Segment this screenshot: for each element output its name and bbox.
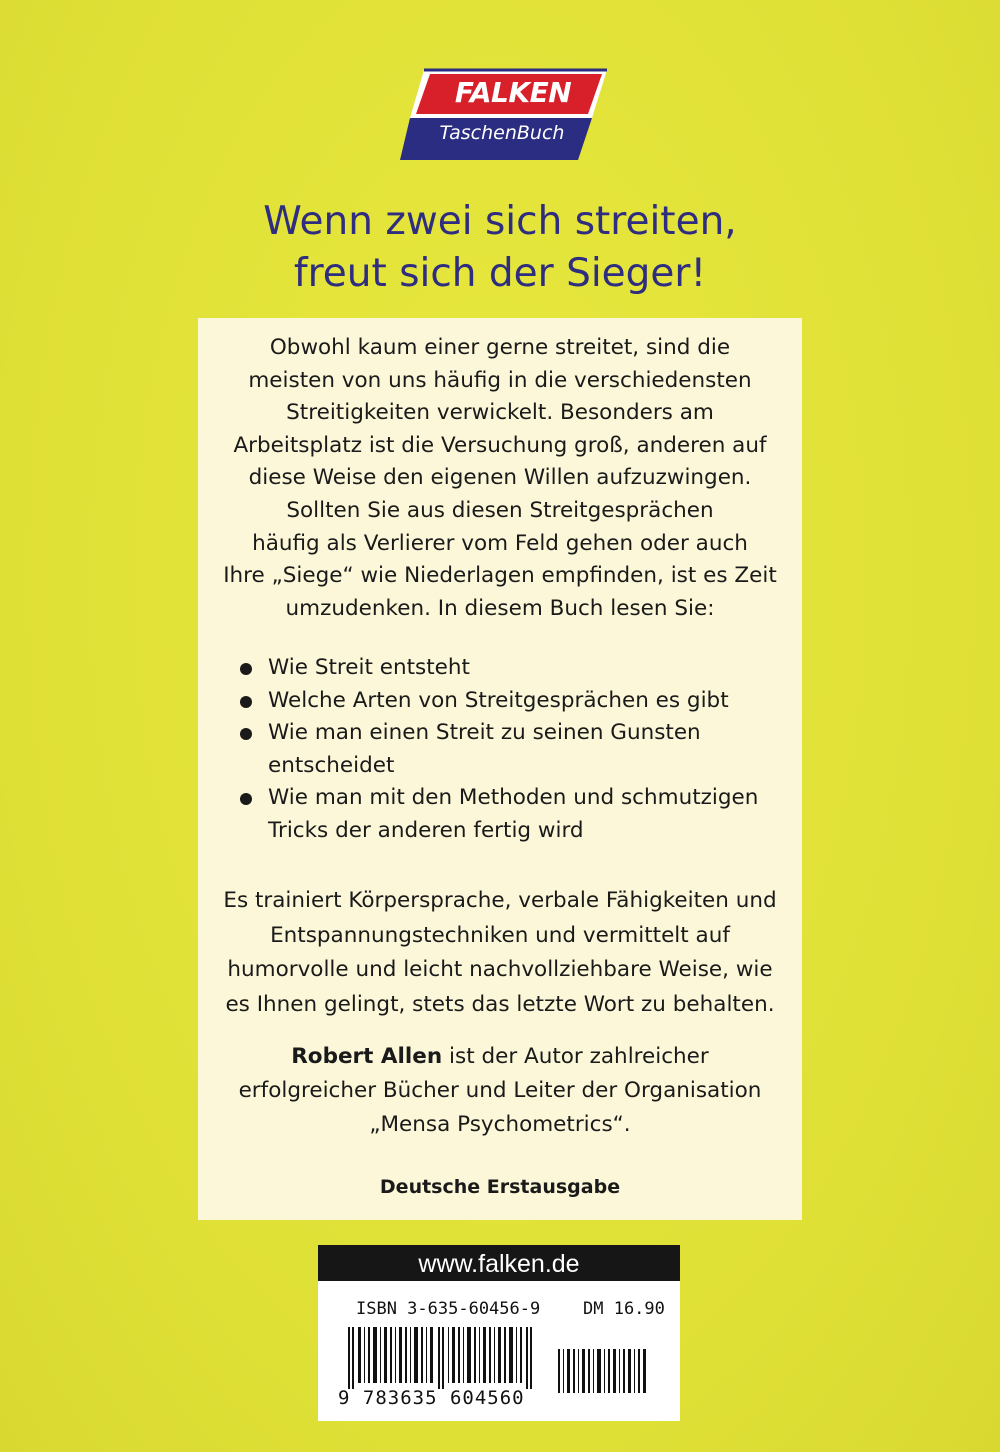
blurb-training xyxy=(198,884,802,1022)
bullet-dot-icon xyxy=(240,663,252,675)
blurb-intro xyxy=(198,332,802,625)
blurb-line: Arbeitsplatz ist die Versuchung groß, anderen auf xyxy=(233,432,767,458)
blurb-line: Sollten Sie aus diesen Streitgesprächen xyxy=(286,497,714,523)
taschenbuch-logo-text: TaschenBuch xyxy=(439,122,565,144)
bullet-item: Wie man mit den Methoden und schmutzigen Tricks der anderen fertig wird xyxy=(240,782,800,847)
blurb-line: Es trainiert Körpersprache, verbale Fähigkeiten und xyxy=(223,888,777,913)
falken-logo-text: FALKEN xyxy=(454,76,572,109)
blurb-line: Streitigkeiten verwickelt. Besonders am xyxy=(286,400,714,426)
blurb-line: diese Weise den eigenen Willen aufzuzwingen. xyxy=(248,465,752,491)
bullet-list xyxy=(240,652,800,848)
headline-line-1: Wenn zwei sich streiten, xyxy=(263,199,737,244)
blurb-line: umzudenken. In diesem Buch lesen Sie: xyxy=(285,595,715,621)
edition-label: Deutsche Erstausgabe xyxy=(379,1176,621,1198)
barcode-label xyxy=(318,1245,680,1421)
bullet-item: Wie Streit entsteht xyxy=(240,652,800,685)
isbn-number: ISBN 3-635-60456-9 xyxy=(356,1299,541,1319)
blurb-line: humorvolle und leicht nachvollziehbare Weise, wie xyxy=(227,957,773,982)
headline xyxy=(150,196,850,300)
falken-logo xyxy=(400,66,610,166)
ean-number: 9 783635 604560 xyxy=(338,1387,525,1409)
price: DM 16.90 xyxy=(583,1299,665,1319)
author-bio-line: erfolgreicher Bücher und Leiter der Organisation xyxy=(238,1078,762,1103)
bullet-dot-icon xyxy=(240,728,252,740)
author-bio xyxy=(198,1040,802,1142)
author-name: Robert Allen xyxy=(291,1044,443,1069)
blurb-line: meisten von uns häufig in die verschiedensten xyxy=(248,367,752,393)
ean-barcode-icon xyxy=(346,1327,546,1389)
price-addon-barcode-icon xyxy=(556,1349,656,1393)
blurb-line: Entspannungstechniken und vermittelt auf xyxy=(270,922,730,948)
bullet-item: Welche Arten von Streitgesprächen es gibt xyxy=(240,685,800,718)
bullet-item: Wie man einen Streit zu seinen Gunsten entscheidet xyxy=(240,717,800,782)
blurb-line: Obwohl kaum einer gerne streitet, sind die xyxy=(269,335,731,360)
bullet-dot-icon xyxy=(240,793,252,805)
blurb-line: Ihre „Siege“ wie Niederlagen empfinden, ist es Zeit xyxy=(223,563,777,589)
blurb-line: es Ihnen gelingt, stets das letzte Wort zu behalten. xyxy=(225,991,775,1017)
blurb-line: häufig als Verlierer vom Feld gehen oder auch xyxy=(252,530,748,556)
author-bio-line: „Mensa Psychometrics“. xyxy=(369,1112,631,1137)
website-url: www.falken.de xyxy=(318,1245,680,1281)
headline-line-2: freut sich der Sieger! xyxy=(293,251,707,296)
bullet-dot-icon xyxy=(240,696,252,708)
blurb-panel xyxy=(198,318,802,1220)
author-bio-line: Robert Allen ist der Autor zahlreicher xyxy=(291,1044,709,1069)
